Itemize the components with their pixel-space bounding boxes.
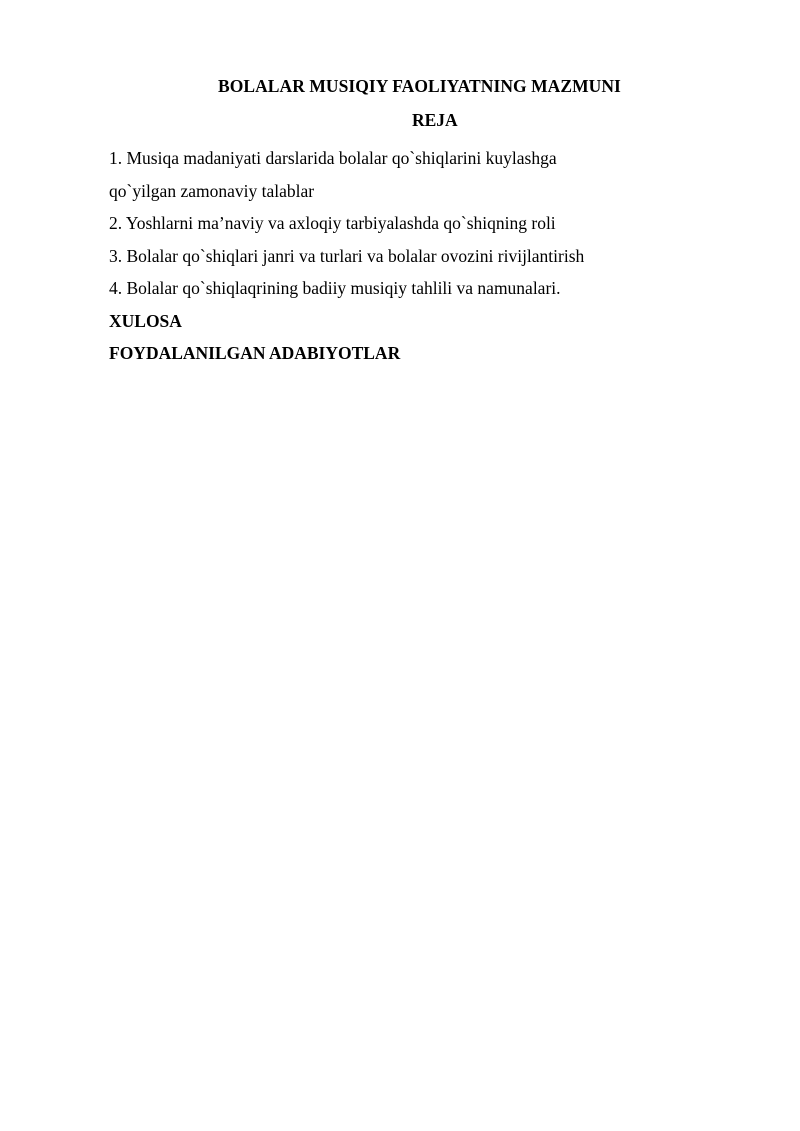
plan-item: 2. Yoshlarni ma’naviy va axloqiy tarbiyalashda qo`shiqning roli (109, 213, 556, 233)
document-title: BOLALAR MUSIQIY FAOLIYATNING MAZMUNI (218, 76, 621, 96)
plan-list (109, 142, 584, 370)
plan-item: 4. Bolalar qo`shiqlaqrining badiiy musiqiy tahlili va namunalari. (109, 278, 561, 298)
plan-heading: REJA (412, 110, 458, 130)
plan-item: 3. Bolalar qo`shiqlari janri va turlari va bolalar ovozini rivijlantirish (109, 245, 585, 266)
references-heading: FOYDALANILGAN ADABIYOTLAR (109, 343, 401, 363)
plan-item: 1. Musiqa madaniyati darslarida bolalar qo`shiqlarini kuylashga (109, 148, 557, 168)
conclusion-heading: XULOSA (109, 310, 182, 331)
plan-item-continuation: qo`yilgan zamonaviy talablar (109, 180, 315, 201)
